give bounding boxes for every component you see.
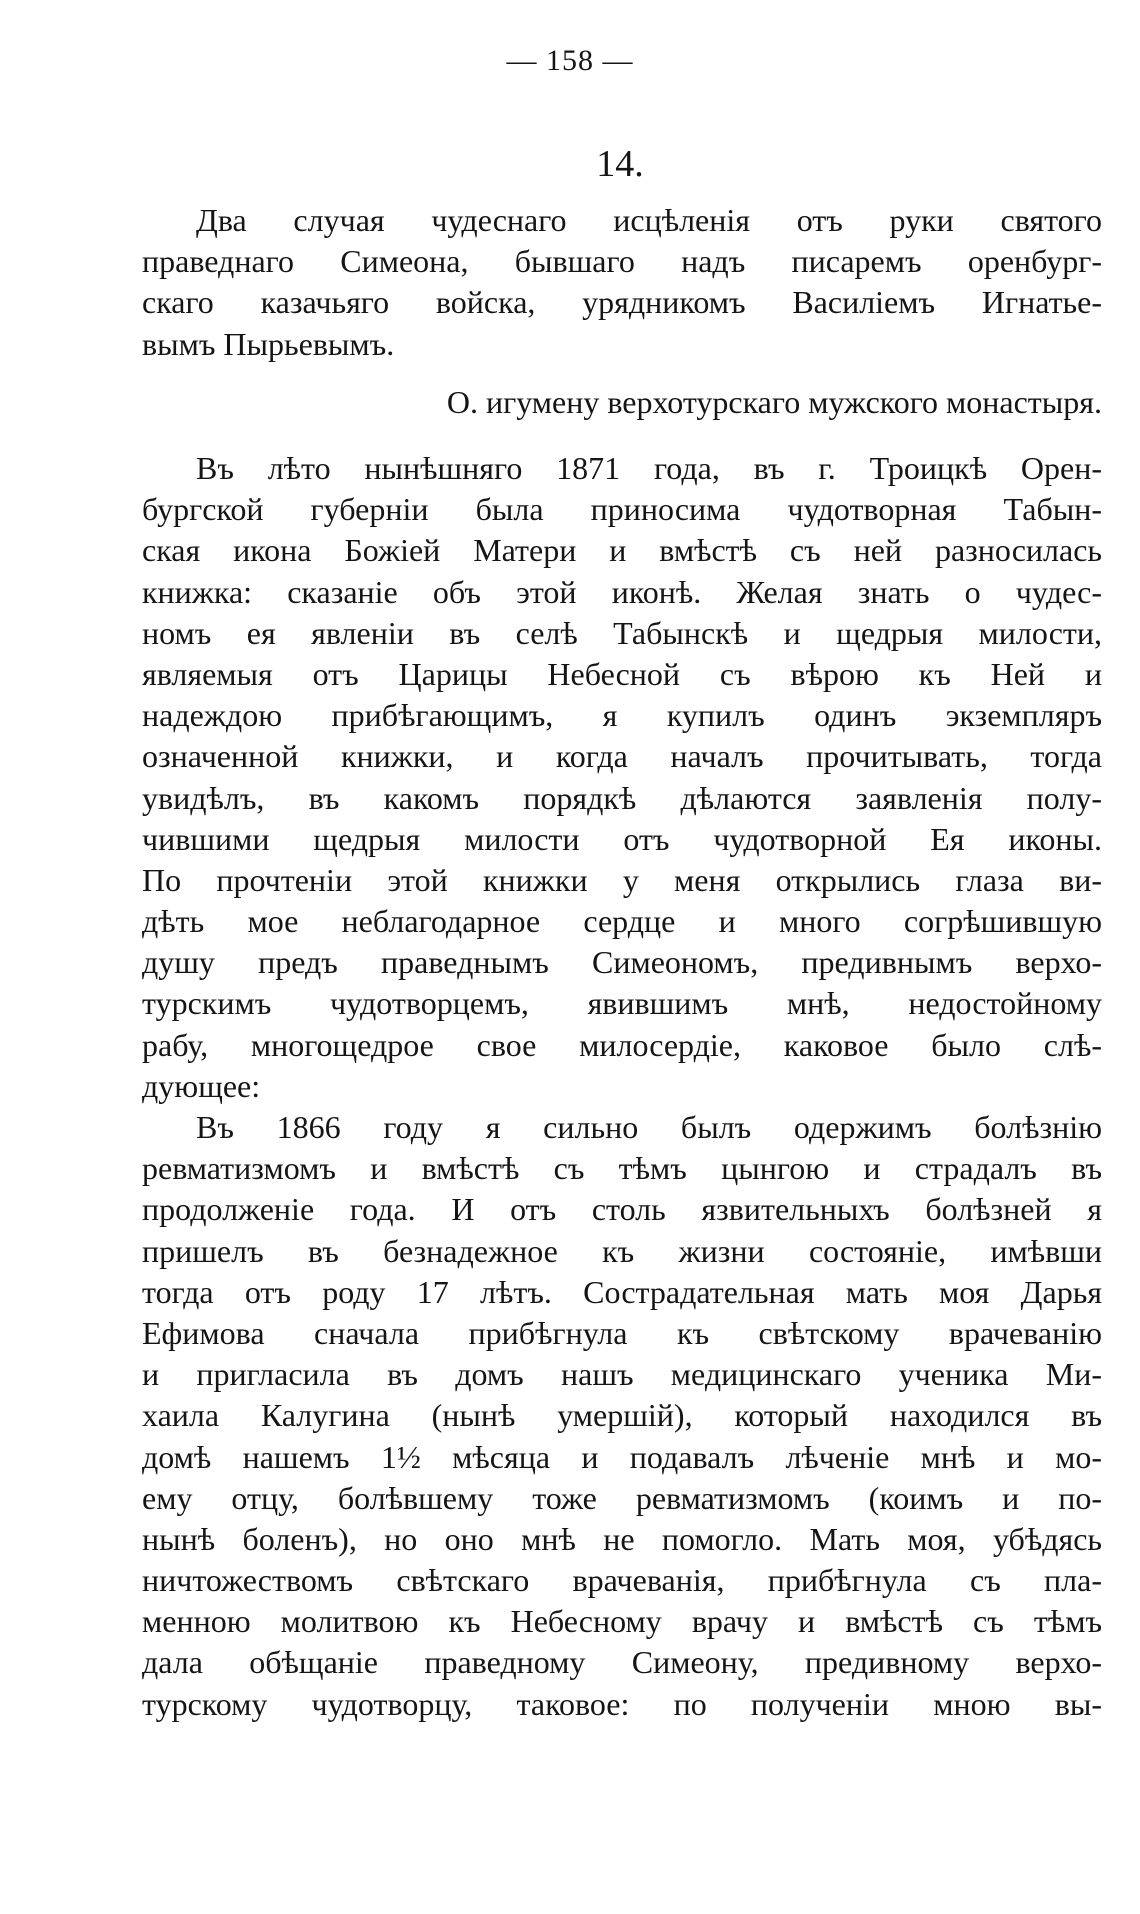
text-line: домѣ нашемъ 1½ мѣсяца и подавалъ лѣченіе мнѣ и мо- — [142, 1438, 1102, 1475]
heading-line: праведнаго Симеона, бывшаго надъ писаремъ оренбург- — [142, 243, 1102, 280]
text-line: дѣть мое неблагодарное сердце и много согрѣшившую — [142, 903, 1102, 940]
text-line: хаила Калугина (нынѣ умершій), который находился въ — [142, 1397, 1102, 1434]
text-line: являемыя отъ Царицы Небесной съ вѣрою къ Ней и — [142, 655, 1102, 692]
text-line: бургской губерніи была приносима чудотворная Табын- — [142, 491, 1102, 528]
text-line: и пригласила въ домъ нашъ медицинскаго ученика Ми- — [142, 1356, 1102, 1393]
text-line: ничтожествомъ свѣтскаго врачеванія, прибѣгнула съ пла- — [142, 1562, 1102, 1599]
text-line: По прочтеніи этой книжки у меня открылись глаза ви- — [142, 861, 1102, 898]
text-line: менною молитвою къ Небесному врачу и вмѣстѣ съ тѣмъ — [142, 1603, 1102, 1640]
text-line: ская икона Божіей Матери и вмѣстѣ съ ней разносилась — [142, 532, 1102, 569]
text-line: Въ лѣто нынѣшняго 1871 года, въ г. Троицкѣ Орен- — [196, 450, 1102, 486]
text-line: турскимъ чудотворцемъ, явившимъ мнѣ, недостойному — [142, 985, 1102, 1022]
text-line: тогда отъ роду 17 лѣтъ. Сострадательная мать моя Дарья — [142, 1273, 1102, 1310]
heading-line: вымъ Пырьевымъ. — [142, 325, 395, 362]
paragraph-1 — [142, 448, 1102, 1107]
text-line: Въ 1866 году я сильно былъ одержимъ болѣзнію — [196, 1109, 1102, 1145]
letter-address — [142, 382, 1102, 423]
text-line: нынѣ боленъ), но оно мнѣ не помогло. Мать моя, убѣдясь — [142, 1520, 1102, 1557]
text-line: Ефимова сначала прибѣгнула къ свѣтскому врачеванію — [142, 1314, 1102, 1351]
text-line: номъ ея явленіи въ селѣ Табынскѣ и щедрыя милости, — [142, 614, 1102, 651]
letter-body — [142, 448, 1102, 1725]
text-line: означенной книжки, и когда началъ прочитывать, тогда — [142, 738, 1102, 775]
text-line: душу предъ праведнымъ Симеономъ, предивнымъ верхо- — [142, 944, 1102, 981]
text-line: ему отцу, болѣвшему тоже ревматизмомъ (коимъ и по- — [142, 1479, 1102, 1516]
text-line: увидѣлъ, въ какомъ порядкѣ дѣлаются заявленія полу- — [142, 779, 1102, 816]
text-line: рабу, многощедрое свое милосердіе, каковое было слѣ- — [142, 1026, 1102, 1063]
text-line: книжка: сказаніе объ этой иконѣ. Желая знать о чудес- — [142, 573, 1102, 610]
address-line: О. игумену верхотурскаго мужского монастыря. — [446, 384, 1102, 420]
text-line: дующее: — [142, 1067, 261, 1104]
text-line: ревматизмомъ и вмѣстѣ съ тѣмъ цынгою и страдалъ въ — [142, 1150, 1102, 1187]
section-heading — [142, 200, 1102, 365]
section-number: 14. — [596, 143, 644, 185]
text-line: продолженіе года. И отъ столь язвительныхъ болѣзней я — [142, 1191, 1102, 1228]
text-line: турскому чудотворцу, таковое: по полученіи мною вы- — [142, 1685, 1102, 1722]
heading-line: скаго казачьяго войска, урядникомъ Василіемъ Игнатье- — [142, 284, 1102, 321]
text-line: дала обѣщаніе праведному Симеону, предивному верхо- — [142, 1644, 1102, 1681]
page-number: — 158 — — [506, 44, 634, 77]
text-line: чившими щедрыя милости отъ чудотворной Ея иконы. — [142, 820, 1102, 857]
heading-line: Два случая чудеснаго исцѣленія отъ руки святого — [196, 202, 1102, 238]
text-line: надеждою прибѣгающимъ, я купилъ одинъ экземпляръ — [142, 697, 1102, 734]
text-line: пришелъ въ безнадежное къ жизни состояніе, имѣвши — [142, 1232, 1102, 1269]
paragraph-2 — [142, 1107, 1102, 1725]
